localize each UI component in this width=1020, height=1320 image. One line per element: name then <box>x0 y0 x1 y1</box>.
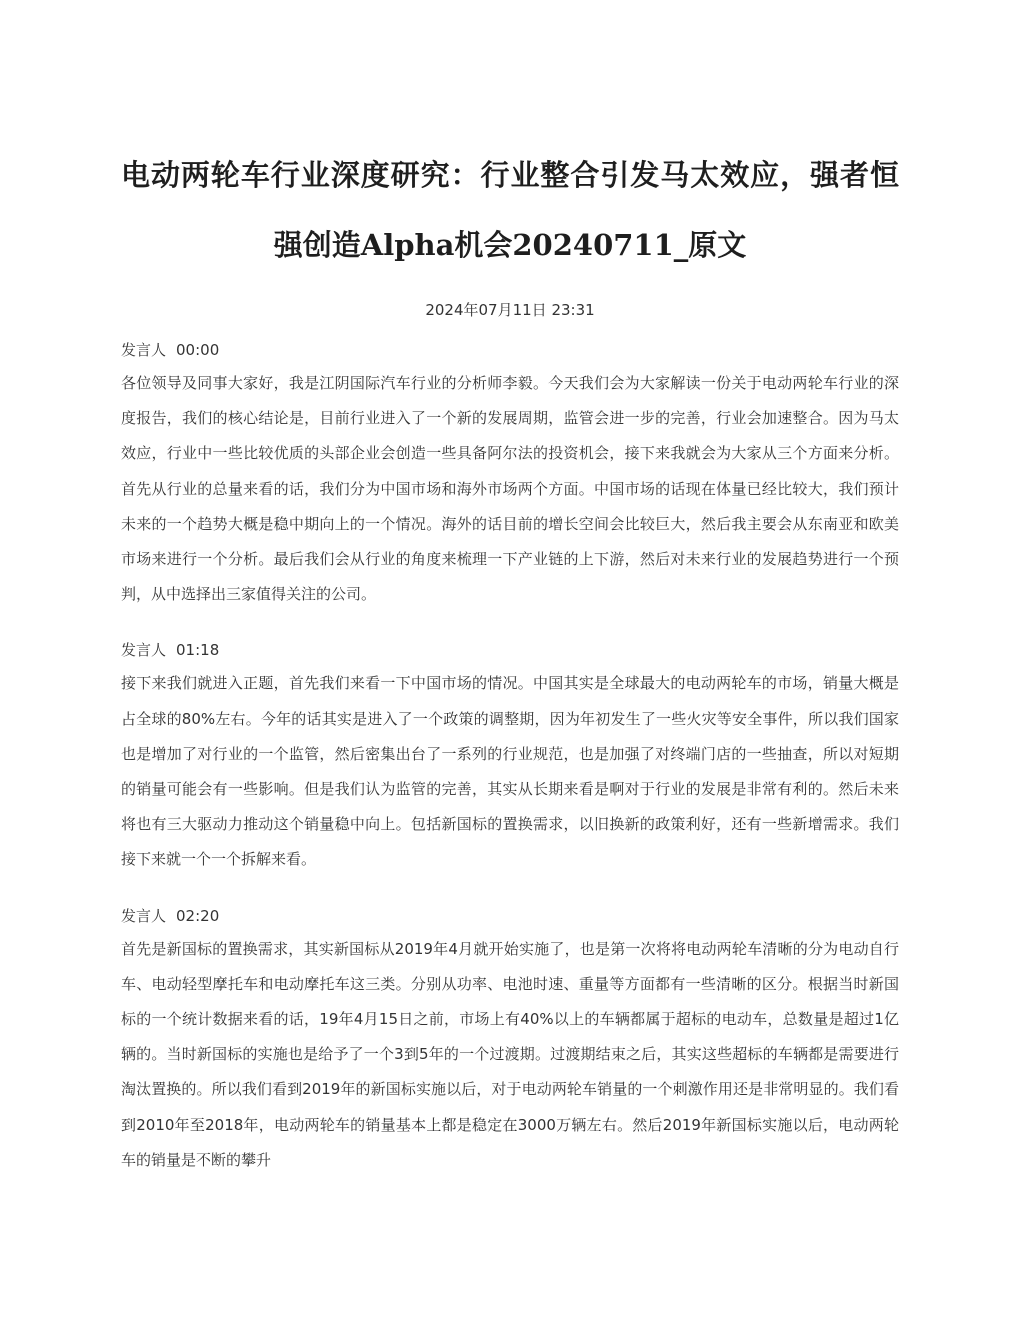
timestamp: 01:18 <box>176 641 220 660</box>
document-page <box>121 140 899 1178</box>
document-date: 2024年07月11日 23:31 <box>425 301 595 319</box>
transcript-paragraph: 首先是新国标的置换需求，其实新国标从2019年4月就开始实施了，也是第一次将将电动两轮车清晰的分为电动自行车、电动轻型摩托车和电动摩托车这三类。分别从功率、电池时速、重量等方面都有一些清晰的区分。根据当时新国标的一个统计数据来看的话，19年4月15日之前，市场上有40%以上的车辆都属于超标的电动车，总数量是超过1亿辆的。当时新国标的实施也是给予了一个3到5年的一个过渡期。过渡期结束之后，其实这些超标的车辆都是需要进行淘汰置换的。所以我们看到2019年的新国标实施以后，对于电动两轮车销量的一个刺激作用还是非常明显的。我们看到2010年至2018年，电动两轮车的销量基本上都是稳定在3000万辆左右。然后2019年新国标实施以后，电动两轮车的销量是不断的攀升 <box>121 939 899 1169</box>
speaker-line <box>121 906 899 926</box>
transcript-section <box>121 340 899 612</box>
speaker-line <box>121 640 899 660</box>
transcript-paragraph: 接下来我们就进入正题，首先我们来看一下中国市场的情况。中国其实是全球最大的电动两轮车的市场，销量大概是占全球的80%左右。今年的话其实是进入了一个政策的调整期，因为年初发生了一些火灾等安全事件，所以我们国家也是增加了对行业的一个监管，然后密集出台了一系列的行业规范，也是加强了对终端门店的一些抽查，所以对短期的销量可能会有一些影响。但是我们认为监管的完善，其实从长期来看是啊对于行业的发展是非常有利的。然后未来将也有三大驱动力推动这个销量稳中向上。包括新国标的置换需求，以旧换新的政策利好，还有一些新增需求。我们接下来就一个一个拆解来看。 <box>121 674 899 869</box>
timestamp: 00:00 <box>176 341 220 359</box>
document-title: 电动两轮车行业深度研究：行业整合引发马太效应，强者恒强创造Alpha机会20240711_原文 <box>121 158 899 262</box>
speaker-name: 发言人 <box>121 341 167 359</box>
transcript-section <box>121 640 899 877</box>
transcript-section <box>121 906 899 1178</box>
timestamp: 02:20 <box>176 906 220 925</box>
speaker-line <box>121 340 899 360</box>
transcript-paragraph: 各位领导及同事大家好，我是江阴国际汽车行业的分析师李毅。今天我们会为大家解读一份关于电动两轮车行业的深度报告，我们的核心结论是，目前行业进入了一个新的发展周期，监管会进一步的完善，行业会加速整合。因为马太效应，行业中一些比较优质的头部企业会创造一些具备阿尔法的投资机会，接下来我就会为大家从三个方面来分析。首先从行业的总量来看的话，我们分为中国市场和海外市场两个方面。中国市场的话现在体量已经比较大，我们预计未来的一个趋势大概是稳中期向上的一个情况。海外的话目前的增长空间会比较巨大，然后我主要会从东南亚和欧美市场来进行一个分析。最后我们会从行业的角度来梳理一下产业链的上下游，然后对未来行业的发展趋势进行一个预判，从中选择出三家值得关注的公司。 <box>121 374 899 604</box>
speaker-name: 发言人 <box>121 906 167 925</box>
speaker-name: 发言人 <box>121 641 167 660</box>
